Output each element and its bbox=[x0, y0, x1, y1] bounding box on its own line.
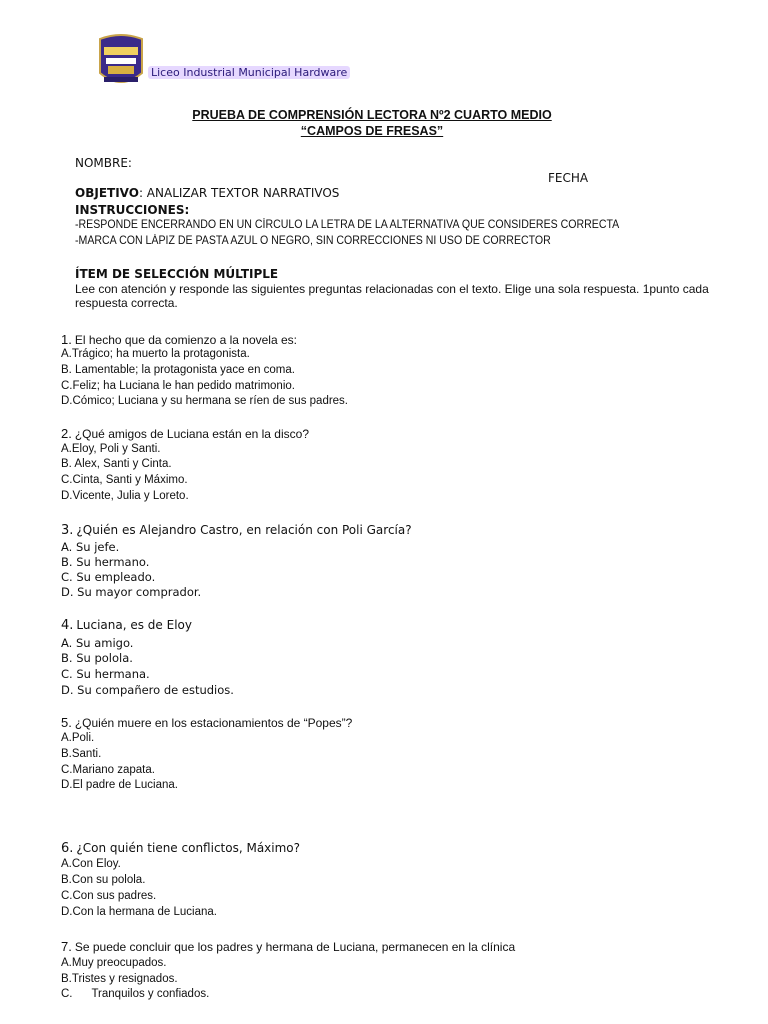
page-subtitle: “CAMPOS DE FRESAS” bbox=[300, 124, 444, 138]
section-intro: Lee con atención y responde las siguientes preguntas relacionadas con el texto. Elige una sola respuesta. 1punto cada respuesta correcta. bbox=[75, 282, 709, 310]
q2-option-a[interactable]: A.Eloy, Poli y Santi. bbox=[61, 443, 161, 455]
question-1: 1. El hecho que da comienzo a la novela es: bbox=[61, 332, 297, 347]
objetivo-line bbox=[75, 186, 339, 200]
q7-option-c[interactable]: C. Tranquilos y confiados. bbox=[61, 988, 210, 1000]
q6-option-d[interactable]: D.Con la hermana de Luciana. bbox=[61, 906, 217, 918]
question-3: 3. ¿Quién es Alejandro Castro, en relación con Poli García? bbox=[61, 523, 412, 538]
objetivo-text: : ANALIZAR TEXTOR NARRATIVOS bbox=[138, 186, 340, 200]
school-logo bbox=[96, 33, 146, 89]
q4-option-c[interactable]: C. Su hermana. bbox=[61, 667, 150, 681]
q3-option-b[interactable]: B. Su hermano. bbox=[61, 555, 150, 569]
q1-option-a[interactable]: A.Trágico; ha muerto la protagonista. bbox=[61, 348, 250, 360]
question-5: 5. ¿Quién muere en los estacionamientos de “Popes”? bbox=[61, 715, 353, 730]
instruccion-1: -RESPONDE ENCERRANDO EN UN CÍRCULO LA LETRA DE LA ALTERNATIVA QUE CONSIDERES CORRECTA bbox=[75, 219, 620, 231]
q2-option-b[interactable]: B. Alex, Santi y Cinta. bbox=[61, 458, 172, 470]
q6-option-c[interactable]: C.Con sus padres. bbox=[61, 890, 157, 902]
q1-option-c[interactable]: C.Feliz; ha Luciana le han pedido matrimonio. bbox=[61, 380, 295, 392]
q6-option-a[interactable]: A.Con Eloy. bbox=[61, 858, 121, 870]
q1-option-d[interactable]: D.Cómico; Luciana y su hermana se ríen de sus padres. bbox=[61, 395, 349, 407]
q4-option-a[interactable]: A. Su amigo. bbox=[61, 636, 134, 650]
school-name: Liceo Industrial Municipal Hardware bbox=[148, 66, 350, 79]
question-7: 7. Se puede concluir que los padres y hermana de Luciana, permanecen en la clínica bbox=[61, 939, 516, 954]
fecha-label: FECHA bbox=[548, 171, 589, 185]
q7-option-b[interactable]: B.Tristes y resignados. bbox=[61, 973, 178, 985]
q5-option-b[interactable]: B.Santi. bbox=[61, 748, 102, 760]
q5-option-a[interactable]: A.Poli. bbox=[61, 732, 95, 744]
q7-option-a[interactable]: A.Muy preocupados. bbox=[61, 957, 167, 969]
q5-option-d[interactable]: D.El padre de Luciana. bbox=[61, 779, 178, 791]
question-4: 4. Luciana, es de Eloy bbox=[61, 618, 192, 633]
q5-option-c[interactable]: C.Mariano zapata. bbox=[61, 764, 155, 776]
q1-option-b[interactable]: B. Lamentable; la protagonista yace en coma. bbox=[61, 364, 295, 376]
q3-option-d[interactable]: D. Su mayor comprador. bbox=[61, 585, 202, 599]
nombre-label: NOMBRE: bbox=[75, 156, 132, 170]
q2-option-c[interactable]: C.Cinta, Santi y Máximo. bbox=[61, 474, 188, 486]
q2-option-d[interactable]: D.Vicente, Julia y Loreto. bbox=[61, 490, 189, 502]
instrucciones-heading: INSTRUCCIONES: bbox=[75, 203, 190, 217]
section-heading: ÍTEM DE SELECCIÓN MÚLTIPLE bbox=[75, 267, 279, 281]
question-6: 6. ¿Con quién tiene conflictos, Máximo? bbox=[61, 841, 301, 856]
q3-option-a[interactable]: A. Su jefe. bbox=[61, 540, 120, 554]
page-title: PRUEBA DE COMPRENSIÓN LECTORA Nº2 CUARTO MEDIO bbox=[192, 108, 552, 122]
question-2: 2. ¿Qué amigos de Luciana están en la disco? bbox=[61, 426, 309, 441]
q4-option-d[interactable]: D. Su compañero de estudios. bbox=[61, 683, 234, 697]
objetivo-label: OBJETIVO bbox=[75, 186, 139, 200]
instruccion-2: -MARCA CON LÁPIZ DE PASTA AZUL O NEGRO, SIN CORRECCIONES NI USO DE CORRECTOR bbox=[75, 235, 551, 247]
q3-option-c[interactable]: C. Su empleado. bbox=[61, 570, 156, 584]
q6-option-b[interactable]: B.Con su polola. bbox=[61, 874, 146, 886]
q4-option-b[interactable]: B. Su polola. bbox=[61, 651, 133, 665]
